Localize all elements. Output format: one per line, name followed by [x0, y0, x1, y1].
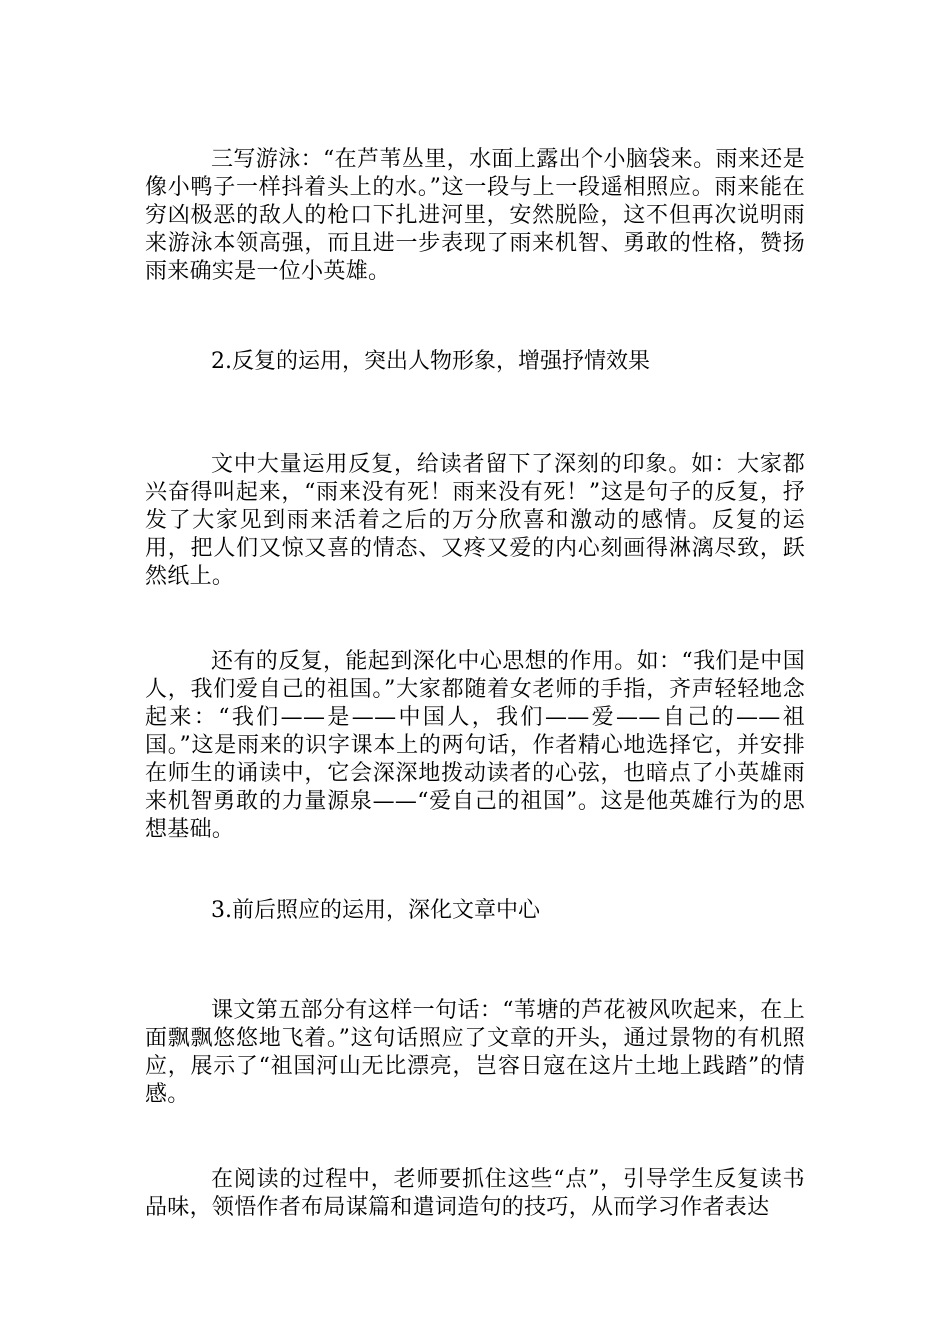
- paragraph-reading-guidance: 在阅读的过程中，老师要抓住这些“点”，引导学生反复读书品味，领悟作者布局谋篇和遣词造句的技巧，从而学习作者表达: [145, 1167, 805, 1220]
- paragraph-repetition-example: 文中大量运用反复，给读者留下了深刻的印象。如：大家都兴奋得叫起来，“雨来没有死！雨来没有死！”这是句子的反复，抒发了大家见到雨来活着之后的万分欣喜和激动的感情。反复的运用，把人们又惊又喜的情态、又疼又爱的内心刻画得淋漓尽致，跃然纸上。: [145, 452, 805, 589]
- section-heading-repetition: 2.反复的运用，突出人物形象，增强抒情效果: [211, 349, 650, 374]
- paragraph-swimming: 三写游泳：“在芦苇丛里，水面上露出个小脑袋来。雨来还是像小鸭子一样抖着头上的水。”这一段与上一段遥相照应。雨来能在穷凶极恶的敌人的枪口下扎进河里，安然脱险，这不但再次说明雨来游泳本领高强，而且进一步表现了雨来机智、勇敢的性格，赞扬雨来确实是一位小英雄。: [145, 147, 805, 284]
- section-heading-echo: 3.前后照应的运用，深化文章中心: [211, 898, 540, 923]
- paragraph-repetition-theme: 还有的反复，能起到深化中心思想的作用。如：“我们是中国人，我们爱自己的祖国。”大家都随着女老师的手指，齐声轻轻地念起来：“我们——是——中国人，我们——爱——自己的——祖国。”这是雨来的识字课本上的两句话，作者精心地选择它，并安排在师生的诵读中，它会深深地拨动读者的心弦，也暗点了小英雄雨来机智勇敢的力量源泉——“爱自己的祖国”。这是他英雄行为的思想基础。: [145, 649, 805, 842]
- paragraph-echo: 课文第五部分有这样一句话：“苇塘的芦花被风吹起来，在上面飘飘悠悠地飞着。”这句话照应了文章的开头，通过景物的有机照应，展示了“祖国河山无比漂亮，岂容日寇在这片土地上践踏”的情感。: [145, 998, 805, 1107]
